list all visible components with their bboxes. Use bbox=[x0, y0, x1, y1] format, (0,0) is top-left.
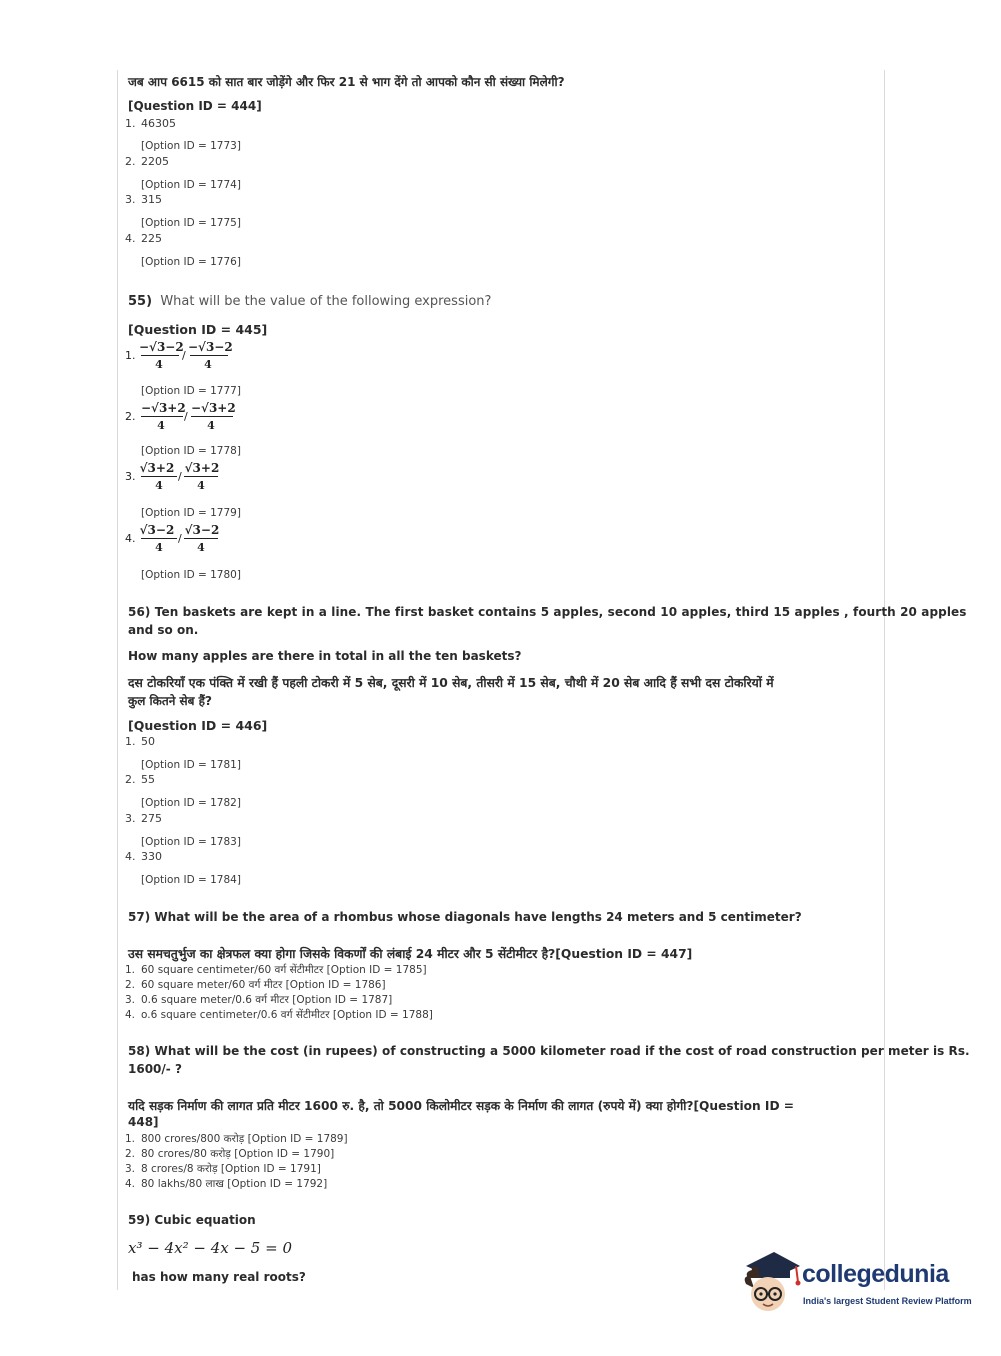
question-54-id: [Question ID = 444] bbox=[128, 99, 262, 113]
q56-option-2-id: [Option ID = 1782] bbox=[141, 797, 241, 809]
mascot-graduate-icon bbox=[740, 1248, 802, 1318]
q55-option-1-id: [Option ID = 1777] bbox=[141, 385, 241, 397]
question-59-equation: x³ − 4x² − 4x − 5 = 0 bbox=[128, 1239, 292, 1257]
page-margin-line-right bbox=[884, 70, 885, 1290]
page-margin-line-left bbox=[117, 70, 118, 1290]
q57-option-4: 4. o.6 square centimeter/0.6 वर्ग सेंटीमीटर [Option ID = 1788] bbox=[125, 1009, 433, 1021]
question-56-hindi-line2: कुल कितने सेब हैं? bbox=[128, 694, 213, 708]
question-56-text-line2: and so on. bbox=[128, 623, 199, 637]
q54-option-2: 2. 2205 bbox=[125, 155, 169, 168]
q55-option-3-id: [Option ID = 1779] bbox=[141, 507, 241, 519]
question-56-id: [Question ID = 446] bbox=[128, 718, 268, 733]
question-54-text: जब आप 6615 को सात बार जोड़ेंगे और फिर 21 से भाग देंगे तो आपको कौन सी संख्या मिलेगी? bbox=[128, 75, 565, 89]
q55-option-2-id: [Option ID = 1778] bbox=[141, 445, 241, 457]
q56-option-1: 1. 50 bbox=[125, 735, 155, 748]
question-59-text-line2: has how many real roots? bbox=[132, 1270, 306, 1284]
question-58-hindi-line2: 448] bbox=[128, 1115, 159, 1129]
question-57-text: 57) What will be the area of a rhombus whose diagonals have lengths 24 meters and 5 centimeter? bbox=[128, 910, 802, 924]
question-55-id: [Question ID = 445] bbox=[128, 322, 268, 337]
q56-option-1-id: [Option ID = 1781] bbox=[141, 759, 241, 771]
q56-option-4: 4. 330 bbox=[125, 850, 162, 863]
q54-option-4: 4. 225 bbox=[125, 232, 162, 245]
question-58-hindi-line1: यदि सड़क निर्माण की लागत प्रति मीटर 1600 रु. है, तो 5000 किलोमीटर सड़क के निर्माण की लागत (रुपये में) क्या होगी?[Question ID = bbox=[128, 1099, 795, 1113]
question-58-text-line2: 1600/- ? bbox=[128, 1062, 182, 1076]
question-58-text-line1: 58) What will be the cost (in rupees) of constructing a 5000 kilometer road if the cost of road construction per meter is Rs. bbox=[128, 1044, 970, 1058]
question-55-text: 55) What will be the value of the following expression? bbox=[128, 294, 492, 309]
q57-option-1: 1. 60 square centimeter/60 वर्ग सेंटीमीटर [Option ID = 1785] bbox=[125, 964, 427, 976]
collegedunia-logo bbox=[740, 1248, 970, 1318]
q56-option-4-id: [Option ID = 1784] bbox=[141, 874, 241, 886]
q56-option-3: 3. 275 bbox=[125, 812, 162, 825]
logo-wordmark: collegedunia bbox=[802, 1260, 949, 1288]
question-57-hindi: उस समचतुर्भुज का क्षेत्रफल क्या होगा जिसके विकर्णों की लंबाई 24 मीटर और 5 सेंटीमीटर है?[Question ID = 447] bbox=[128, 947, 693, 961]
q55-option-4-id: [Option ID = 1780] bbox=[141, 569, 241, 581]
q54-option-3-id: [Option ID = 1775] bbox=[141, 217, 241, 229]
q58-option-2: 2. 80 crores/80 करोड़ [Option ID = 1790] bbox=[125, 1148, 335, 1160]
q54-option-4-id: [Option ID = 1776] bbox=[141, 256, 241, 268]
q58-option-3: 3. 8 crores/8 करोड़ [Option ID = 1791] bbox=[125, 1163, 321, 1175]
question-56-text-line1: 56) Ten baskets are kept in a line. The first basket contains 5 apples, second 10 apples, third 15 apples , fourth 20 apples bbox=[128, 605, 967, 619]
q54-option-2-id: [Option ID = 1774] bbox=[141, 179, 241, 191]
q58-option-4: 4. 80 lakhs/80 लाख [Option ID = 1792] bbox=[125, 1178, 328, 1190]
question-56-text-line3: How many apples are there in total in all the ten baskets? bbox=[128, 649, 522, 663]
q54-option-3: 3. 315 bbox=[125, 193, 162, 206]
q58-option-1: 1. 800 crores/800 करोड़ [Option ID = 1789] bbox=[125, 1133, 348, 1145]
q57-option-3: 3. 0.6 square meter/0.6 वर्ग मीटर [Option ID = 1787] bbox=[125, 994, 393, 1006]
logo-tagline: India's largest Student Review Platform bbox=[803, 1296, 972, 1306]
q54-option-1-id: [Option ID = 1773] bbox=[141, 140, 241, 152]
question-56-hindi-line1: दस टोकरियाँ एक पंक्ति में रखी हैं पहली टोकरी में 5 सेब, दूसरी में 10 सेब, तीसरी में 15 सेब, चौथी में 20 सेब आदि हैं सभी दस टोकरियों में bbox=[128, 676, 774, 690]
q56-option-3-id: [Option ID = 1783] bbox=[141, 836, 241, 848]
q54-option-1: 1. 46305 bbox=[125, 117, 176, 130]
q57-option-2: 2. 60 square meter/60 वर्ग मीटर [Option ID = 1786] bbox=[125, 979, 386, 991]
question-59-text: 59) Cubic equation bbox=[128, 1213, 256, 1227]
q56-option-2: 2. 55 bbox=[125, 773, 155, 786]
